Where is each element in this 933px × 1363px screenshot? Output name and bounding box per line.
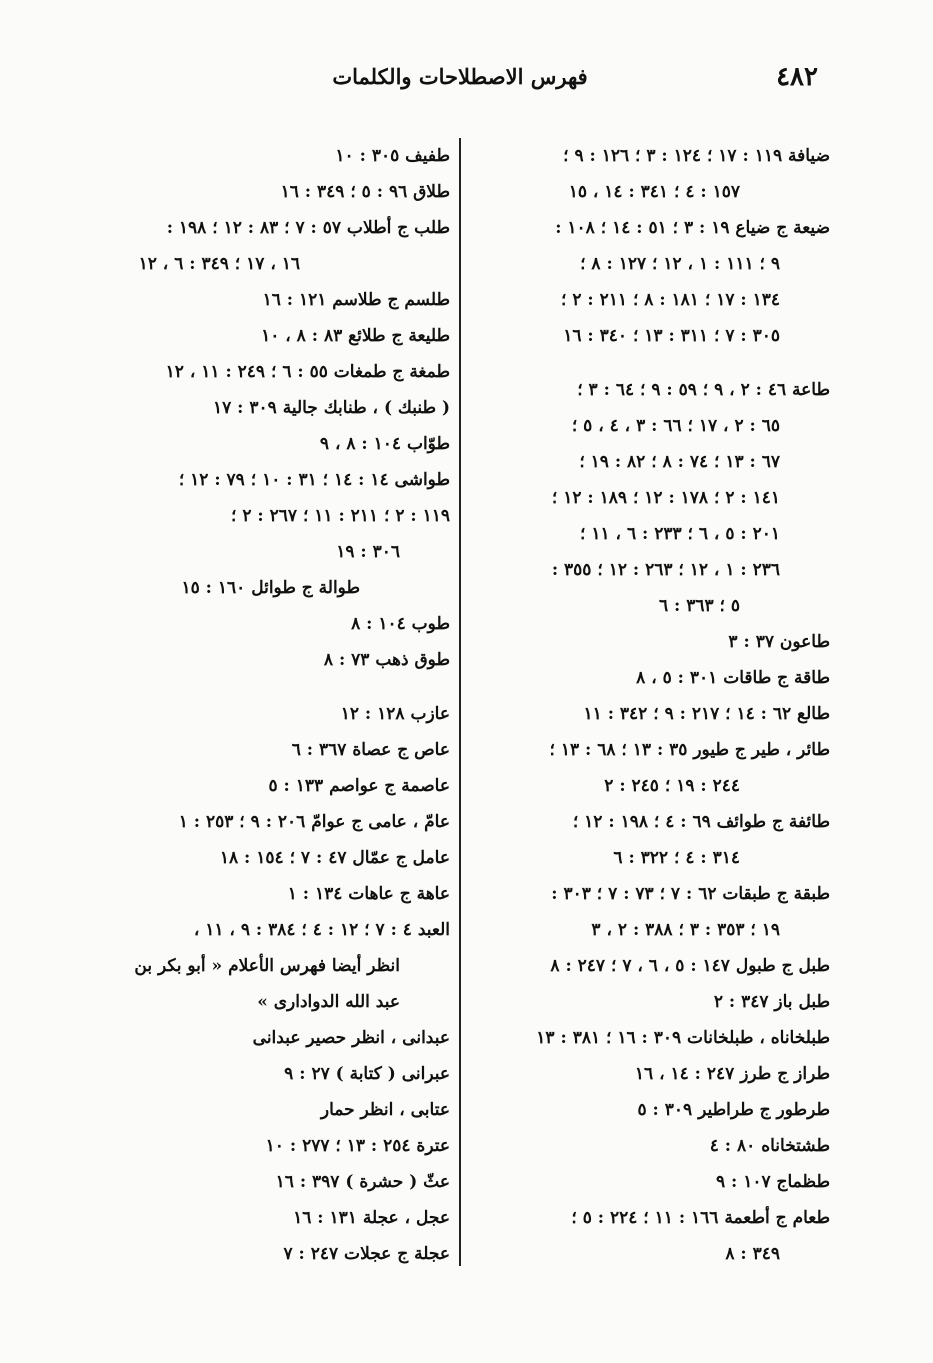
index-entry: ٦٧ : ١٣ ؛ ٧٤ : ٨ ؛ ٨٢ : ١٩ ؛ [579, 452, 780, 472]
right-index-column [468, 138, 830, 1272]
index-entry: ٢٠١ : ٥ ، ٦ ؛ ٢٣٣ : ٦ ، ١١ ؛ [580, 524, 780, 544]
index-entry: عاص ج عصاة ٣٦٧ : ٦ [291, 740, 450, 760]
index-entry: عاصمة ج عواصم ١٣٣ : ٥ [268, 776, 450, 796]
index-entry: ١٥٧ : ٤ ؛ ٣٤١ : ١٤ ، ١٥ [568, 182, 740, 202]
section-gap [96, 678, 450, 696]
index-entry: عتابى ، انظر حمار [320, 1100, 450, 1120]
index-entry: عازب ١٢٨ : ١٢ [340, 704, 450, 724]
index-entry: ٥ ؛ ٣٦٣ : ٦ [658, 596, 740, 616]
index-entry: طراز ج طرز ٢٤٧ : ١٤ ، ١٦ [634, 1064, 830, 1084]
left-index-column [96, 138, 450, 1272]
index-entry: طاعون ٣٧ : ٣ [728, 632, 830, 652]
index-entry: طلاق ٩٦ : ٥ ؛ ٣٤٩ : ١٦ [280, 182, 450, 202]
index-entry: ٣٠٥ : ٧ ؛ ٣١١ : ١٣ ؛ ٣٤٠ : ١٦ [563, 326, 780, 346]
page-number: ٤٨٢ [776, 62, 818, 92]
index-entry: ١٣٤ : ١٧ ؛ ١٨١ : ٨ ؛ ٢١١ : ٢ ؛ [561, 290, 780, 310]
index-entry: عثّ ( حشرة ) ٣٩٧ : ١٦ [275, 1172, 450, 1192]
index-entry: ٣٠٦ : ١٩ [336, 542, 400, 562]
index-entry: ١٤١ : ٢ ؛ ١٧٨ : ١٢ ؛ ١٨٩ : ١٢ ؛ [551, 488, 780, 508]
column-divider [459, 138, 461, 1266]
index-entry: ١١٩ : ٢ ؛ ٢١١ : ١١ ؛ ٢٦٧ : ٢ ؛ [231, 506, 450, 526]
index-entry: عبدانى ، انظر حصير عبدانى [252, 1028, 450, 1048]
index-entry: طالع ٦٢ : ١٤ ؛ ٢١٧ : ٩ ؛ ٣٤٢ : ١١ [583, 704, 830, 724]
index-entry: طشتخاناه ٨٠ : ٤ [709, 1136, 830, 1156]
index-entry: ضيافة ١١٩ : ١٧ ؛ ١٢٤ : ٣ ؛ ١٢٦ : ٩ ؛ [563, 146, 830, 166]
index-entry: ( طنبك ) ، طنابك جالية ٣٠٩ : ١٧ [212, 398, 450, 418]
index-entry: طائفة ج طوائف ٦٩ : ٤ ؛ ١٩٨ : ١٢ ؛ [572, 812, 830, 832]
index-entry: انظر أيضا فهرس الأعلام « أبو بكر بن [134, 956, 400, 976]
index-entry: ٢٤٤ : ١٩ ؛ ٢٤٥ : ٢ [604, 776, 740, 796]
index-entry: طبل ج طبول ١٤٧ : ٥ ، ٦ ، ٧ ؛ ٢٤٧ : ٨ [550, 956, 830, 976]
index-entry: طوالة ج طوائل ١٦٠ : ١٥ [181, 578, 360, 598]
index-entry: عبد الله الدوادارى » [257, 992, 400, 1012]
index-entry: عامل ج عمّال ٤٧ : ٧ ؛ ١٥٤ : ١٨ [219, 848, 450, 868]
index-entry: طمغة ج طمغات ٥٥ : ٦ ؛ ٢٤٩ : ١١ ، ١٢ [165, 362, 450, 382]
index-entry: طوّاب ١٠٤ : ٨ ، ٩ [319, 434, 450, 454]
index-entry: ٣٤٩ : ٨ [725, 1244, 780, 1264]
index-entry: ٣١٤ : ٤ ؛ ٣٢٢ : ٦ [613, 848, 740, 868]
index-entry: طرطور ج طراطير ٣٠٩ : ٥ [637, 1100, 830, 1120]
index-entry: ١٦ ، ١٧ ؛ ٣٤٩ : ٦ ، ١٢ [138, 254, 300, 274]
index-entry: طواشى ١٤ : ١٤ ؛ ٣١ : ١٠ ؛ ٧٩ : ١٢ ؛ [178, 470, 450, 490]
index-entry: ضيعة ج ضياع ١٩ : ٣ ؛ ٥١ : ١٤ ؛ ١٠٨ : [555, 218, 830, 238]
index-entry: ٩ ؛ ١١١ : ١ ، ١٢ ؛ ١٢٧ : ٨ ؛ [580, 254, 780, 274]
page-title: فهرس الاصطلاحات والكلمات [332, 64, 588, 89]
index-entry: عبرانى ( كتابة ) ٢٧ : ٩ [284, 1064, 450, 1084]
section-gap [468, 354, 830, 372]
index-entry: العبد ٤ : ٧ ؛ ١٢ : ٤ ؛ ٣٨٤ : ٩ ، ١١ ، [193, 920, 450, 940]
index-entry: طبل باز ٣٤٧ : ٢ [713, 992, 830, 1012]
index-entry: ٦٥ : ٢ ، ١٧ ؛ ٦٦ : ٣ ، ٤ ، ٥ ؛ [571, 416, 780, 436]
index-entry: طعام ج أطعمة ١٦٦ : ١١ ؛ ٢٢٤ : ٥ ؛ [571, 1208, 830, 1228]
index-entry: طوب ١٠٤ : ٨ [351, 614, 450, 634]
index-entry: ٢٣٦ : ١ ، ١٢ ؛ ٢٦٣ : ١٢ ؛ ٣٥٥ : [551, 560, 780, 580]
index-entry: عجل ، عجلة ١٣١ : ١٦ [293, 1208, 450, 1228]
index-entry: طظماج ١٠٧ : ٩ [715, 1172, 830, 1192]
index-entry: عاهة ج عاهات ١٣٤ : ١ [287, 884, 450, 904]
index-entry: طلب ج أطلاب ٥٧ : ٧ ؛ ٨٣ : ١٢ ؛ ١٩٨ : [166, 218, 450, 238]
index-entry: طائر ، طير ج طيور ٣٥ : ١٣ ؛ ٦٨ : ١٣ ؛ [549, 740, 830, 760]
index-entry: طفيف ٣٠٥ : ١٠ [335, 146, 450, 166]
index-entry: عجلة ج عجلات ٢٤٧ : ٧ [283, 1244, 450, 1264]
index-entry: طبقة ج طبقات ٦٢ : ٧ ؛ ٧٣ : ٧ ؛ ٣٠٣ : [551, 884, 830, 904]
index-entry: عامّ ، عامى ج عوامّ ٢٠٦ : ٩ ؛ ٢٥٣ : ١ [178, 812, 450, 832]
index-entry: طوق ذهب ٧٣ : ٨ [323, 650, 450, 670]
index-entry: عترة ٢٥٤ : ١٣ ؛ ٢٧٧ : ١٠ [265, 1136, 450, 1156]
index-entry: طليعة ج طلائع ٨٣ : ٨ ، ١٠ [261, 326, 450, 346]
index-entry: طاعة ٤٦ : ٢ ، ٩ ؛ ٥٩ : ٩ ؛ ٦٤ : ٣ ؛ [577, 380, 830, 400]
index-entry: طلسم ج طلاسم ١٢١ : ١٦ [262, 290, 450, 310]
index-entry: ١٩ ؛ ٣٥٣ : ٣ ؛ ٣٨٨ : ٢ ، ٣ [591, 920, 780, 940]
index-entry: طبلخاناه ، طبلخانات ٣٠٩ : ١٦ ؛ ٣٨١ : ١٣ [536, 1028, 830, 1048]
index-entry: طاقة ج طاقات ٣٠١ : ٥ ، ٨ [636, 668, 830, 688]
